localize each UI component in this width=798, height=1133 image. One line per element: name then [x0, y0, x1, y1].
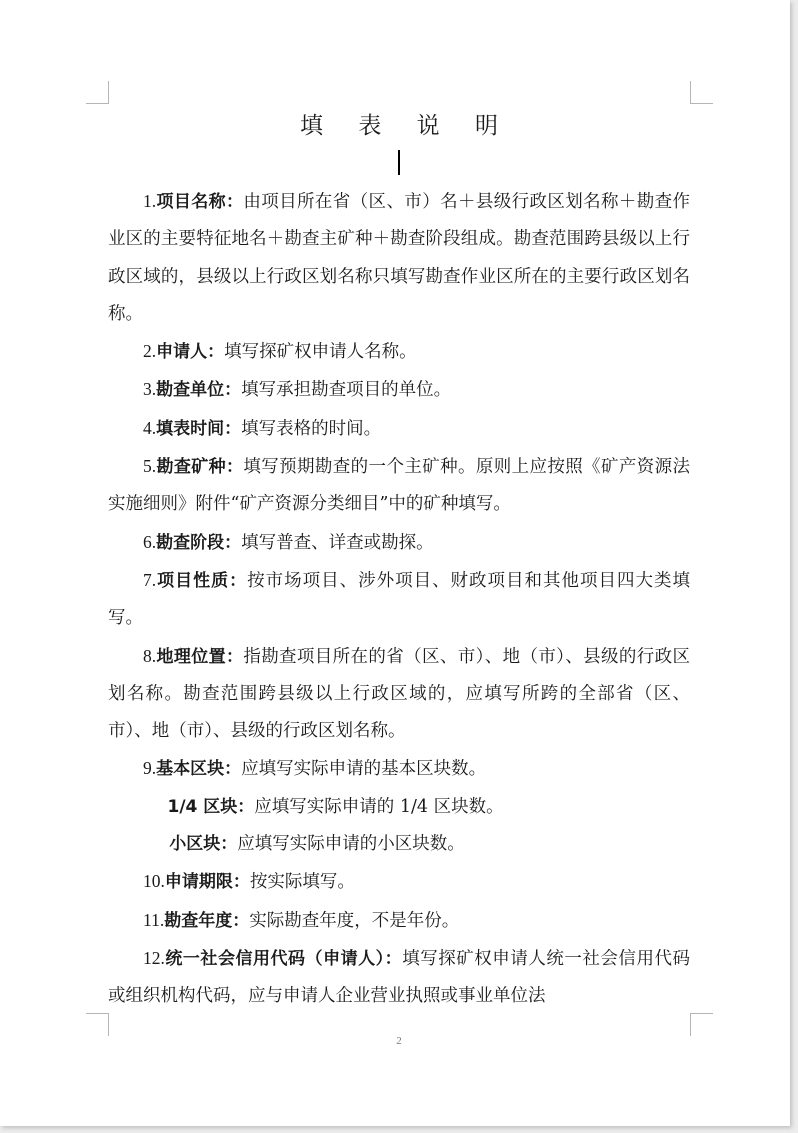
- list-item: [108, 410, 690, 448]
- item-number: 6.: [143, 531, 157, 552]
- list-item: [108, 940, 690, 1016]
- list-item: [108, 863, 690, 901]
- item-label: 勘查阶段：: [156, 532, 242, 553]
- item-number: 12.: [143, 947, 165, 968]
- item-number: 7.: [143, 569, 157, 590]
- item-label: 申请人：: [156, 342, 225, 363]
- item-text: 实际勘查年度，不是年份。: [249, 910, 460, 931]
- list-item: [108, 448, 690, 524]
- text-cursor[interactable]: [398, 150, 400, 175]
- list-item: [108, 371, 690, 409]
- list-item: [108, 638, 690, 751]
- item-text: 应填写实际申请的 1/4 区块数。: [254, 796, 504, 817]
- item-text: 填写探矿权申请人统一社会信用代码或组织机构代码，应与申请人企业营业执照或事业单位法: [108, 948, 690, 1007]
- item-number: 8.: [143, 645, 157, 666]
- list-item: [108, 524, 690, 562]
- item-label: 勘查矿种：: [156, 457, 244, 478]
- page-title: 填 表 说 明: [300, 113, 512, 139]
- item-number: 9.: [143, 758, 157, 779]
- item-text: 应填写实际申请的基本区块数。: [241, 759, 487, 780]
- item-text: 填写普查、详查或勘探。: [241, 532, 434, 553]
- corner-mark-bottom-right: [690, 1013, 713, 1036]
- item-number: 11.: [143, 909, 165, 930]
- item-number: 4.: [143, 417, 157, 438]
- item-text: 填写表格的时间。: [241, 418, 382, 439]
- item-label: 填表时间：: [156, 418, 242, 439]
- item-label: 勘查单位：: [156, 380, 242, 401]
- item-text: 填写承担勘查项目的单位。: [241, 380, 452, 401]
- item-number: 1.: [143, 191, 157, 211]
- item-label: 统一社会信用代码（申请人）：: [164, 948, 403, 969]
- list-item: [108, 750, 690, 788]
- item-label: 勘查年度：: [164, 910, 250, 931]
- item-label: 项目名称：: [156, 192, 244, 212]
- item-text: 按市场项目、涉外项目、财政项目和其他项目四大类填写。: [108, 570, 691, 629]
- list-item: [108, 789, 690, 826]
- corner-mark-bottom-left: [86, 1013, 109, 1036]
- list-item: [108, 333, 690, 371]
- list-item: [108, 183, 690, 333]
- item-label: 1/4 区块：: [167, 796, 255, 817]
- document-body[interactable]: [108, 183, 690, 1016]
- item-number: 10.: [143, 871, 165, 892]
- item-text: 按实际填写。: [249, 872, 355, 893]
- item-text: 填写预期勘查的一个主矿种。原则上应按照《矿产资源法实施细则》附件“矿产资源分类细目”中的矿种填写。: [108, 457, 691, 515]
- corner-mark-top-left: [86, 81, 109, 104]
- item-label: 申请期限：: [164, 872, 250, 893]
- list-item: [108, 562, 690, 638]
- item-text: 填写探矿权申请人名称。: [224, 342, 417, 363]
- item-number: 3.: [143, 379, 157, 400]
- list-item: [108, 902, 690, 940]
- item-text: 由项目所在省（区、市）名＋县级行政区划名称＋勘查作业区的主要特征地名＋勘查主矿种＋勘查阶段组成。勘查范围跨县级以上行政区域的，县级以上行政区划名称只填写勘查作业区所在的主要行政区划名称。: [108, 192, 691, 324]
- item-label: 地理位置：: [156, 646, 244, 667]
- item-label: 项目性质：: [156, 570, 248, 591]
- page-number: 2: [396, 1035, 402, 1047]
- item-text: 应填写实际申请的小区块数。: [237, 834, 465, 855]
- corner-mark-top-right: [690, 81, 713, 104]
- item-number: 5.: [143, 456, 157, 477]
- item-label: 基本区块：: [156, 759, 242, 780]
- item-label: 小区块：: [169, 834, 238, 855]
- list-item: [108, 826, 690, 863]
- item-number: 2.: [143, 341, 157, 362]
- item-text: 指勘查项目所在的省（区、市）、地（市）、县级的行政区划名称。勘查范围跨县级以上行政区域的，应填写所跨的全部省（区、市）、地（市）、县级的行政区划名称。: [108, 646, 690, 742]
